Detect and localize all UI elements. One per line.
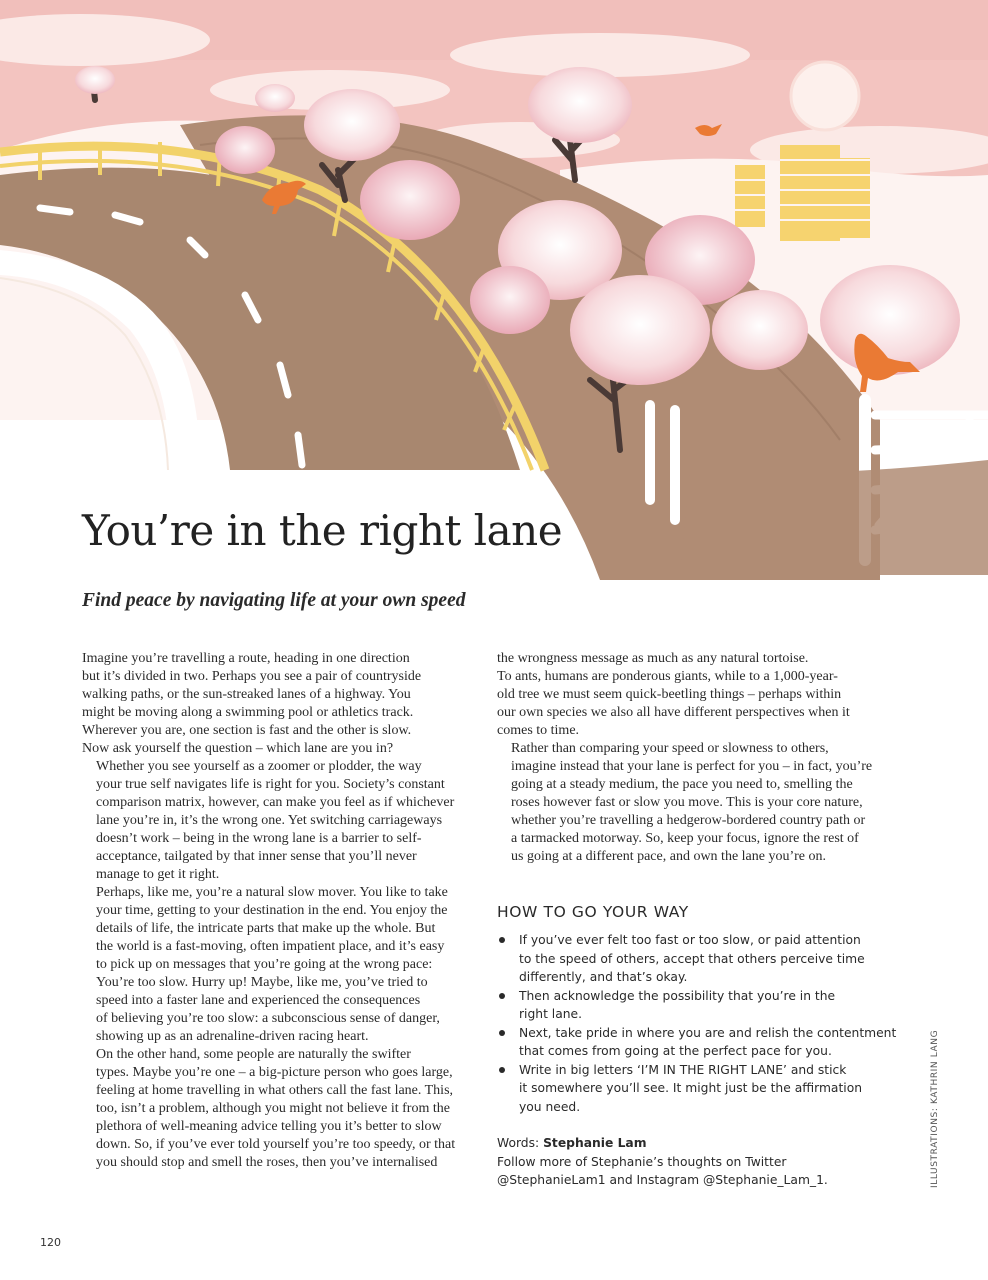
text-line: You’re too slow. Hurry up! Maybe, like me, you’ve tried to xyxy=(96,975,428,990)
body-paragraph xyxy=(497,650,897,740)
text-line: but it’s divided in two. Perhaps you see a pair of countryside xyxy=(82,669,422,684)
body-paragraph xyxy=(82,758,477,884)
text-line: Wherever you are, one section is fast and the other is slow. xyxy=(82,723,412,738)
author-name: Stephanie Lam xyxy=(543,1136,647,1150)
body-paragraph xyxy=(82,884,477,1046)
text-line: old tree we must seem quick-beetling things – perhaps within xyxy=(497,687,842,702)
text-line: whether you’re travelling a hedgerow-bordered country path or xyxy=(511,813,866,828)
text-line: us going at a different pace, and own the lane you’re on. xyxy=(511,849,827,864)
tip-line: you need. xyxy=(519,1099,581,1114)
body-column-left xyxy=(82,650,477,1172)
text-line: Whether you see yourself as a zoomer or plodder, the way xyxy=(96,759,422,774)
tip-line: Write in big letters ‘I’M IN THE RIGHT LANE’ and stick xyxy=(519,1062,847,1077)
article-credits xyxy=(497,1134,828,1190)
author-byline xyxy=(497,1134,828,1153)
text-line: our own species we also all have different perspectives when it xyxy=(497,705,850,720)
text-line: to pick up on messages that you’re going at the wrong pace: xyxy=(96,957,433,972)
tip-line: it somewhere you’ll see. It might just be the affirmation xyxy=(519,1081,863,1095)
words-label: Words: xyxy=(497,1136,540,1150)
text-line: comes to time. xyxy=(497,723,580,738)
how-to-heading: HOW TO GO YOUR WAY xyxy=(497,903,689,921)
text-line: walking paths, or the sun-streaked lanes of a highway. You xyxy=(82,687,411,702)
tip-line: right lane. xyxy=(519,1007,583,1021)
text-line: types. Maybe you’re one – a big-picture person who goes large, xyxy=(96,1065,453,1080)
text-line: going at a steady medium, the pace you need to, smelling the xyxy=(511,777,853,792)
tips-list xyxy=(497,931,917,1116)
text-line: speed into a faster lane and experienced the consequences xyxy=(96,993,421,1008)
tip-item xyxy=(497,931,917,987)
text-line: feeling at home travelling in what others call the fast lane. This, xyxy=(96,1083,454,1098)
hero-illustration xyxy=(0,0,988,580)
tip-line: If you’ve ever felt too fast or too slow, or paid attention xyxy=(519,933,861,947)
text-line: Perhaps, like me, you’re a natural slow mover. You like to take xyxy=(96,885,448,900)
text-line: acceptance, tailgated by that inner sense that you’ll never xyxy=(96,849,417,864)
text-line: To ants, humans are ponderous giants, while to a 1,000-year- xyxy=(497,669,838,684)
page-number: 120 xyxy=(40,1236,61,1249)
text-line: comparison matrix, however, can make you feel as if whichever xyxy=(96,795,455,810)
text-line: Rather than comparing your speed or slowness to others, xyxy=(511,741,829,756)
tip-item xyxy=(497,1024,917,1061)
tip-line: differently, and that’s okay. xyxy=(519,970,688,984)
illustration-credit: ILLUSTRATIONS: KATHRIN LANG xyxy=(930,1029,940,1188)
follow-line-2: @StephanieLam1 and Instagram @Stephanie_Lam_1. xyxy=(497,1173,828,1187)
follow-line-1: Follow more of Stephanie’s thoughts on Twitter xyxy=(497,1154,787,1169)
sun xyxy=(791,62,859,130)
text-line: roses however fast or slow you move. This is your core nature, xyxy=(511,795,863,810)
text-line: On the other hand, some people are naturally the swifter xyxy=(96,1047,411,1062)
text-line: too, isn’t a problem, although you might not believe it from the xyxy=(96,1101,450,1116)
text-line: showing up as an adrenaline-driven racing heart. xyxy=(96,1029,369,1044)
text-line: doesn’t work – being in the wrong lane is a barrier to self- xyxy=(96,831,422,846)
text-line: your time, getting to your destination in the end. You enjoy the xyxy=(96,903,448,918)
text-line: down. So, if you’ve ever told yourself you’re too speedy, or that xyxy=(96,1137,456,1152)
text-line: your true self navigates life is right for you. Society’s constant xyxy=(96,777,445,792)
text-line: a tarmacked motorway. So, keep your focus, ignore the rest of xyxy=(511,831,859,846)
body-column-right xyxy=(497,650,897,866)
text-line: Now ask yourself the question – which lane are you in? xyxy=(82,741,394,756)
article-standfirst: Find peace by navigating life at your own speed xyxy=(82,590,466,611)
tip-item xyxy=(497,987,917,1024)
text-line: details of life, the intricate parts that make up the whole. But xyxy=(96,921,436,936)
text-line: you should stop and smell the roses, then you’ve internalised xyxy=(96,1155,438,1170)
text-line: manage to get it right. xyxy=(96,867,220,882)
text-line: plethora of well-meaning advice telling you it’s better to slow xyxy=(96,1119,442,1134)
tip-line: Next, take pride in where you are and relish the contentment xyxy=(519,1025,897,1040)
tip-line: to the speed of others, accept that others perceive time xyxy=(519,951,865,966)
text-line: imagine instead that your lane is perfect for you – in fact, you’re xyxy=(511,759,873,774)
article-headline: You’re in the right lane xyxy=(82,506,563,555)
body-paragraph xyxy=(82,650,477,758)
tip-item xyxy=(497,1061,917,1117)
text-line: lane you’re in, it’s the wrong one. Yet switching carriageways xyxy=(96,813,443,828)
ground-bottom-right xyxy=(680,460,988,575)
tip-line: Then acknowledge the possibility that you’re in the xyxy=(519,988,836,1003)
text-line: of believing you’re too slow: a subconscious sense of danger, xyxy=(96,1011,440,1026)
text-line: the world is a fast-moving, often impatient place, and it’s easy xyxy=(96,939,445,954)
tip-line: that comes from going at the perfect pace for you. xyxy=(519,1044,832,1058)
body-paragraph xyxy=(82,1046,477,1172)
text-line: might be moving along a swimming pool or athletics track. xyxy=(82,705,414,720)
text-line: Imagine you’re travelling a route, heading in one direction xyxy=(82,651,410,666)
body-paragraph xyxy=(497,740,897,866)
text-line: the wrongness message as much as any natural tortoise. xyxy=(497,651,809,666)
